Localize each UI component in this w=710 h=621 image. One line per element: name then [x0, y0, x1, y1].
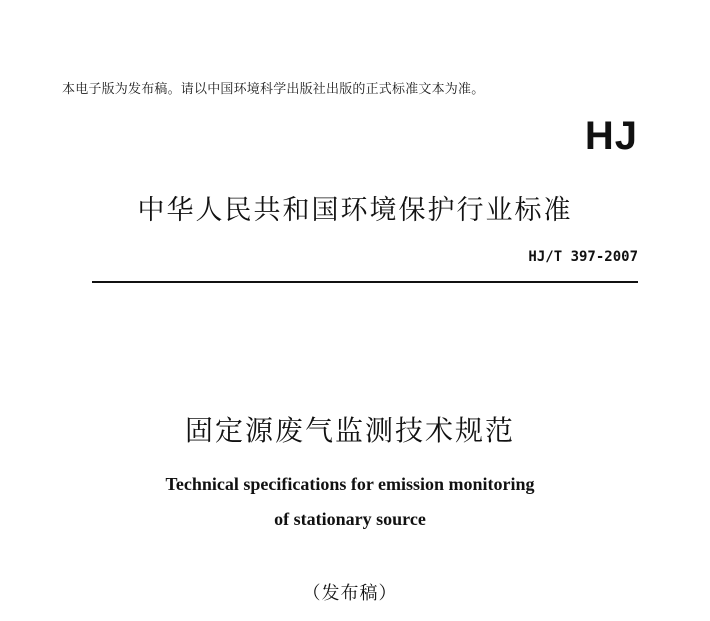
document-title-chinese: 固定源废气监测技术规范 [184, 414, 515, 447]
document-title-english-line1: Technical specifications for emission monitoring [165, 474, 535, 494]
standard-mark: HJ [584, 114, 638, 158]
standard-number: HJ/T 397-2007 [528, 249, 638, 265]
draft-status-label: （发布稿） [302, 583, 398, 604]
standard-category-heading: 中华人民共和国环境保护行业标准 [137, 195, 573, 226]
header-divider [92, 281, 638, 283]
publication-notice: 本电子版为发布稿。请以中国环境科学出版社出版的正式标准文本为准。 [62, 82, 485, 97]
document-title-english-line2: of stationary source [274, 509, 426, 529]
